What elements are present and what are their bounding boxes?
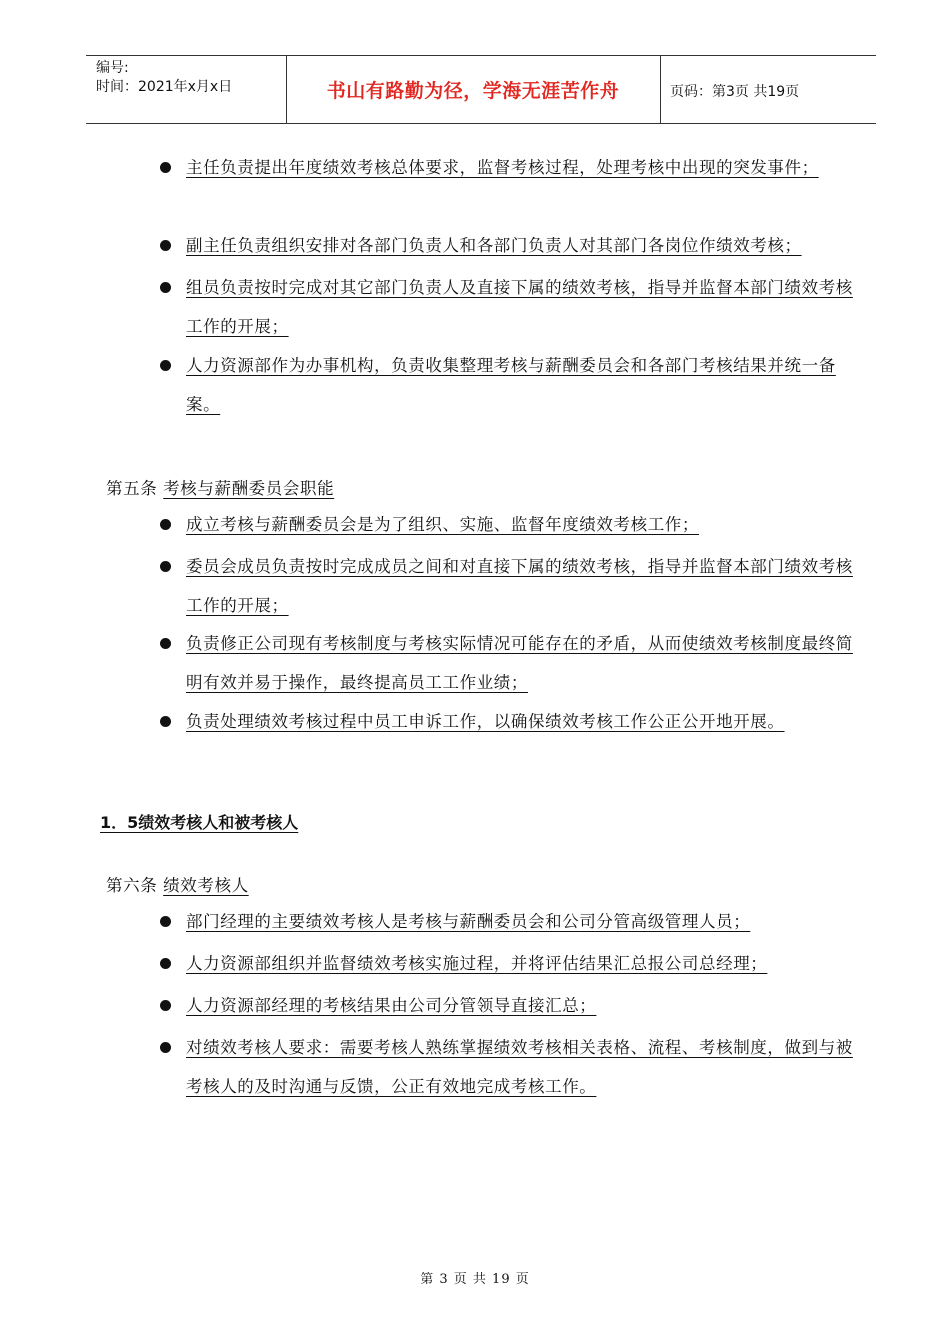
- list-item: 部门经理的主要绩效考核人是考核与薪酬委员会和公司分管高级管理人员；: [186, 912, 751, 931]
- bullet-icon: [160, 561, 171, 572]
- article-number: 第六条: [106, 876, 158, 895]
- bullet-icon: [160, 519, 171, 530]
- bullet-icon: [160, 240, 171, 251]
- serial-label: 编号:: [96, 60, 129, 76]
- article-heading: [106, 872, 249, 896]
- bullet-icon: [160, 716, 171, 727]
- bullet-icon: [160, 958, 171, 969]
- bullet-icon: [160, 916, 171, 927]
- list-item: 成立考核与薪酬委员会是为了组织、实施、监督年度绩效考核工作；: [186, 515, 699, 534]
- header-divider: [660, 56, 661, 123]
- list-item: 负责修正公司现有考核制度与考核实际情况可能存在的矛盾，从而使绩效考核制度最终简明有效并易于操作，最终提高员工工作业绩；: [186, 634, 853, 692]
- bullet-icon: [160, 1042, 171, 1053]
- list-item: 委员会成员负责按时完成成员之间和对直接下属的绩效考核，指导并监督本部门绩效考核工作的开展；: [186, 557, 853, 615]
- bullet-icon: [160, 638, 171, 649]
- page-header: [86, 55, 876, 124]
- list-item: 负责处理绩效考核过程中员工申诉工作，以确保绩效考核工作公正公开地开展。: [186, 712, 785, 731]
- page-footer: 第 3 页 共 19 页: [420, 1272, 530, 1287]
- list-item: 对绩效考核人要求：需要考核人熟练掌握绩效考核相关表格、流程、考核制度，做到与被考核人的及时沟通与反馈，公正有效地完成考核工作。: [186, 1038, 853, 1096]
- list-item: 人力资源部作为办事机构，负责收集整理考核与薪酬委员会和各部门考核结果并统一备案。: [186, 356, 836, 414]
- article-number: 第五条: [106, 479, 158, 498]
- list-item: 副主任负责组织安排对各部门负责人和各部门负责人对其部门各岗位作绩效考核；: [186, 236, 802, 255]
- header-motto: 书山有路勤为径，学海无涯苦作舟: [326, 80, 620, 102]
- bullet-icon: [160, 360, 171, 371]
- article-heading: [106, 475, 334, 499]
- list-item: 组员负责按时完成对其它部门负责人及直接下属的绩效考核，指导并监督本部门绩效考核工作的开展；: [186, 278, 853, 336]
- header-meta: [96, 59, 286, 97]
- section-title: 1．5绩效考核人和被考核人: [100, 813, 299, 832]
- list-item: 人力资源部组织并监督绩效考核实施过程，并将评估结果汇总报公司总经理；: [186, 954, 768, 973]
- article-title: 绩效考核人: [163, 876, 249, 895]
- bullet-icon: [160, 282, 171, 293]
- bullet-icon: [160, 162, 171, 173]
- header-page-label: 页码：第3页 共19页: [670, 84, 800, 100]
- list-item: 人力资源部经理的考核结果由公司分管领导直接汇总；: [186, 996, 597, 1015]
- time-label: 时间：2021年x月x日: [96, 79, 233, 95]
- bullet-icon: [160, 1000, 171, 1011]
- list-item: 主任负责提出年度绩效考核总体要求，监督考核过程，处理考核中出现的突发事件；: [186, 158, 819, 177]
- article-title: 考核与薪酬委员会职能: [163, 479, 335, 498]
